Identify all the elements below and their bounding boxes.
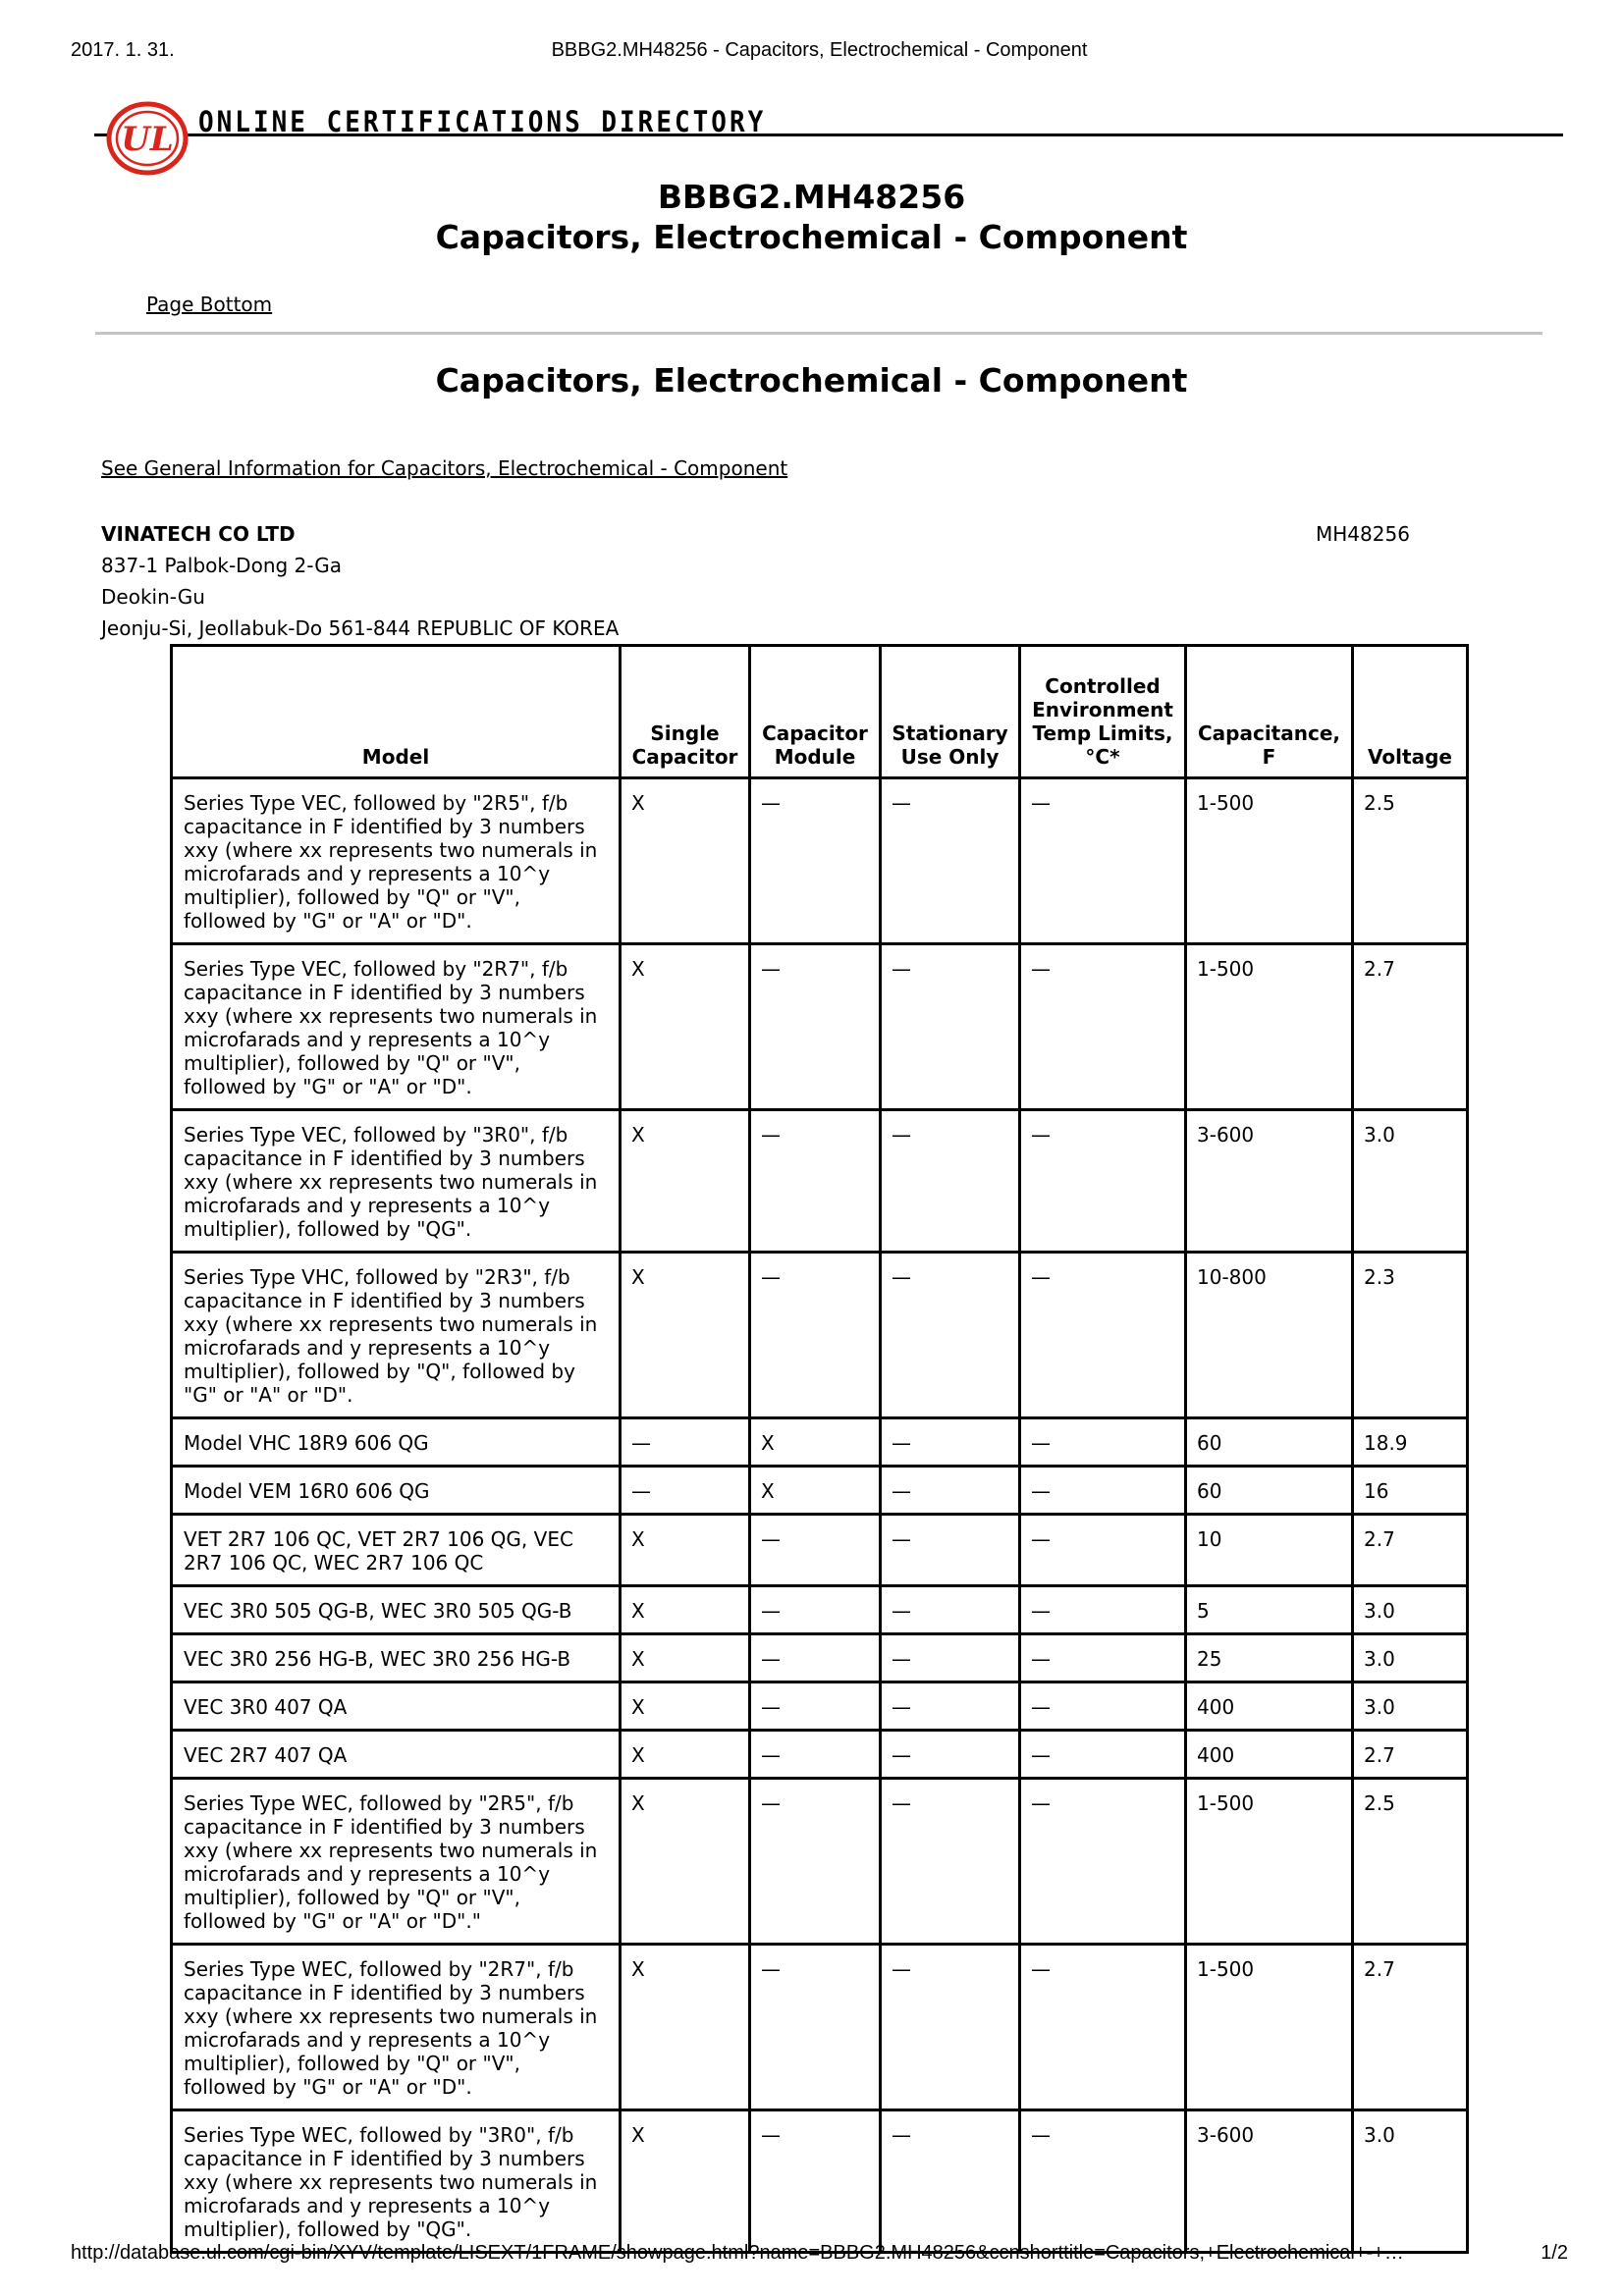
cell-temp-limits: — bbox=[1020, 1253, 1186, 1418]
section-divider bbox=[95, 332, 1542, 335]
table-body bbox=[172, 778, 1468, 2253]
print-url: http://database.ul.com/cgi-bin/XYV/template/LISEXT/1FRAME/showpage.html?name=BBBG2.MH48256&ccnshorttitle=Capacitors,+Electrochemical+-+… bbox=[71, 2242, 1404, 2264]
cell-capacitance: 1-500 bbox=[1186, 1945, 1353, 2110]
cell-voltage: 3.0 bbox=[1353, 1110, 1468, 1253]
page-title-category: Capacitors, Electrochemical - Component bbox=[435, 218, 1188, 256]
cell-capacitance: 25 bbox=[1186, 1634, 1353, 1682]
cell-temp-limits: — bbox=[1020, 1945, 1186, 2110]
cell-capacitor-module: — bbox=[750, 1110, 881, 1253]
table-row bbox=[172, 1253, 1468, 1418]
cell-model: VEC 3R0 256 HG-B, WEC 3R0 256 HG-B bbox=[172, 1634, 621, 1682]
column-header-capacitance: Capacitance, F bbox=[1186, 646, 1353, 778]
cell-capacitor-module: — bbox=[750, 1253, 881, 1418]
print-header bbox=[71, 39, 1568, 69]
cell-stationary-use: — bbox=[881, 2110, 1020, 2253]
cell-capacitor-module: — bbox=[750, 1682, 881, 1731]
cell-voltage: 3.0 bbox=[1353, 2110, 1468, 2253]
cell-voltage: 3.0 bbox=[1353, 1634, 1468, 1682]
column-header-model: Model bbox=[172, 646, 621, 778]
cell-single-capacitor: X bbox=[621, 1682, 750, 1731]
certification-table bbox=[170, 644, 1469, 2254]
cell-stationary-use: — bbox=[881, 1110, 1020, 1253]
table-row bbox=[172, 1467, 1468, 1515]
cell-stationary-use: — bbox=[881, 1586, 1020, 1634]
cell-single-capacitor: X bbox=[621, 1731, 750, 1779]
page-title bbox=[0, 177, 1623, 257]
company-address-line-3: Jeonju-Si, Jeollabuk-Do 561-844 REPUBLIC OF KOREA bbox=[101, 616, 620, 640]
cell-capacitor-module: — bbox=[750, 1779, 881, 1945]
cell-voltage: 2.7 bbox=[1353, 1945, 1468, 2110]
cell-model: Series Type WEC, followed by "3R0", f/b capacitance in F identified by 3 numbers xxy (where xx represents two numerals in microfarads and y represents a 10^y multiplier), followed by "QG". bbox=[172, 2110, 621, 2253]
cell-model: VEC 2R7 407 QA bbox=[172, 1731, 621, 1779]
table-row bbox=[172, 1110, 1468, 1253]
cell-capacitance: 10-800 bbox=[1186, 1253, 1353, 1418]
cell-temp-limits: — bbox=[1020, 1779, 1186, 1945]
cell-temp-limits: — bbox=[1020, 1418, 1186, 1467]
cell-capacitor-module: — bbox=[750, 1945, 881, 2110]
page-bottom-link[interactable]: Page Bottom bbox=[146, 293, 273, 316]
company-block bbox=[101, 518, 619, 644]
cell-temp-limits: — bbox=[1020, 1586, 1186, 1634]
cell-voltage: 2.5 bbox=[1353, 778, 1468, 944]
cell-single-capacitor: X bbox=[621, 2110, 750, 2253]
table-row bbox=[172, 778, 1468, 944]
cell-single-capacitor: X bbox=[621, 1586, 750, 1634]
cell-temp-limits: — bbox=[1020, 1467, 1186, 1515]
cell-capacitance: 60 bbox=[1186, 1418, 1353, 1467]
company-address-line-1: 837-1 Palbok-Dong 2-Ga bbox=[101, 554, 342, 577]
svg-text:UL: UL bbox=[121, 120, 174, 159]
cell-stationary-use: — bbox=[881, 1779, 1020, 1945]
cell-temp-limits: — bbox=[1020, 1515, 1186, 1586]
table-row bbox=[172, 1945, 1468, 2110]
cell-voltage: 16 bbox=[1353, 1467, 1468, 1515]
cell-capacitance: 1-500 bbox=[1186, 1779, 1353, 1945]
print-date: 2017. 1. 31. bbox=[71, 39, 175, 61]
cell-stationary-use: — bbox=[881, 778, 1020, 944]
cell-capacitance: 3-600 bbox=[1186, 1110, 1353, 1253]
general-information-link[interactable]: See General Information for Capacitors, Electrochemical - Component bbox=[101, 456, 788, 480]
cell-model: Series Type VEC, followed by "2R7", f/b capacitance in F identified by 3 numbers xxy (where xx represents two numerals in microfarads and y represents a 10^y multiplier), followed by "Q" or "V", followed by "G" or "A" or "D". bbox=[172, 944, 621, 1110]
column-header-single-capacitor: Single Capacitor bbox=[621, 646, 750, 778]
cell-model: Series Type VHC, followed by "2R3", f/b capacitance in F identified by 3 numbers xxy (where xx represents two numerals in microfarads and y represents a 10^y multiplier), followed by "Q", followed by "G" or "A" or "D". bbox=[172, 1253, 621, 1418]
cell-model: VEC 3R0 407 QA bbox=[172, 1682, 621, 1731]
cell-capacitance: 400 bbox=[1186, 1682, 1353, 1731]
cell-capacitor-module: — bbox=[750, 2110, 881, 2253]
cell-temp-limits: — bbox=[1020, 1731, 1186, 1779]
table-row bbox=[172, 1731, 1468, 1779]
cell-model: VEC 3R0 505 QG-B, WEC 3R0 505 QG-B bbox=[172, 1586, 621, 1634]
print-page-number: 1/2 bbox=[1541, 2242, 1568, 2264]
cell-model: Series Type VEC, followed by "3R0", f/b capacitance in F identified by 3 numbers xxy (where xx represents two numerals in microfarads and y represents a 10^y multiplier), followed by "QG". bbox=[172, 1110, 621, 1253]
cell-stationary-use: — bbox=[881, 1253, 1020, 1418]
table-row bbox=[172, 1682, 1468, 1731]
column-header-capacitor-module: Capacitor Module bbox=[750, 646, 881, 778]
cell-capacitor-module: — bbox=[750, 1586, 881, 1634]
table-row bbox=[172, 1515, 1468, 1586]
cell-temp-limits: — bbox=[1020, 944, 1186, 1110]
file-number: MH48256 bbox=[1316, 522, 1410, 546]
cell-model: Series Type VEC, followed by "2R5", f/b capacitance in F identified by 3 numbers xxy (where xx represents two numerals in microfarads and y represents a 10^y multiplier), followed by "Q" or "V", followed by "G" or "A" or "D". bbox=[172, 778, 621, 944]
cell-model: Model VHC 18R9 606 QG bbox=[172, 1418, 621, 1467]
cell-single-capacitor: — bbox=[621, 1418, 750, 1467]
cell-stationary-use: — bbox=[881, 1467, 1020, 1515]
cell-voltage: 2.7 bbox=[1353, 1515, 1468, 1586]
table-header-row bbox=[172, 646, 1468, 778]
table-row bbox=[172, 1418, 1468, 1467]
cell-stationary-use: — bbox=[881, 1418, 1020, 1467]
directory-banner bbox=[94, 98, 1563, 177]
cell-voltage: 3.0 bbox=[1353, 1682, 1468, 1731]
table-row bbox=[172, 944, 1468, 1110]
print-footer bbox=[71, 2242, 1568, 2271]
cell-temp-limits: — bbox=[1020, 1110, 1186, 1253]
column-header-stationary-use: Stationary Use Only bbox=[881, 646, 1020, 778]
cell-capacitance: 60 bbox=[1186, 1467, 1353, 1515]
cell-capacitance: 1-500 bbox=[1186, 944, 1353, 1110]
section-title: Capacitors, Electrochemical - Component bbox=[435, 361, 1188, 400]
cell-stationary-use: — bbox=[881, 1634, 1020, 1682]
cell-single-capacitor: X bbox=[621, 944, 750, 1110]
cell-capacitor-module: — bbox=[750, 1515, 881, 1586]
cell-single-capacitor: — bbox=[621, 1467, 750, 1515]
page-title-code: BBBG2.MH48256 bbox=[657, 178, 966, 216]
cell-temp-limits: — bbox=[1020, 2110, 1186, 2253]
cell-capacitance: 5 bbox=[1186, 1586, 1353, 1634]
cell-single-capacitor: X bbox=[621, 1945, 750, 2110]
cell-single-capacitor: X bbox=[621, 1515, 750, 1586]
ul-logo-icon bbox=[106, 101, 189, 176]
cell-model: VET 2R7 106 QC, VET 2R7 106 QG, VEC 2R7 106 QC, WEC 2R7 106 QC bbox=[172, 1515, 621, 1586]
cell-capacitor-module: X bbox=[750, 1467, 881, 1515]
cell-voltage: 2.3 bbox=[1353, 1253, 1468, 1418]
cell-stationary-use: — bbox=[881, 1945, 1020, 2110]
cell-capacitance: 400 bbox=[1186, 1731, 1353, 1779]
table-row bbox=[172, 1586, 1468, 1634]
directory-title: ONLINE CERTIFICATIONS DIRECTORY bbox=[198, 106, 767, 139]
company-address-line-2: Deokin-Gu bbox=[101, 585, 205, 609]
table-row bbox=[172, 1634, 1468, 1682]
cell-voltage: 2.7 bbox=[1353, 1731, 1468, 1779]
cell-capacitor-module: X bbox=[750, 1418, 881, 1467]
cell-temp-limits: — bbox=[1020, 778, 1186, 944]
cell-capacitance: 3-600 bbox=[1186, 2110, 1353, 2253]
cell-capacitor-module: — bbox=[750, 1634, 881, 1682]
cell-single-capacitor: X bbox=[621, 1110, 750, 1253]
company-name: VINATECH CO LTD bbox=[101, 522, 296, 546]
cell-voltage: 3.0 bbox=[1353, 1586, 1468, 1634]
table-row bbox=[172, 1779, 1468, 1945]
cell-stationary-use: — bbox=[881, 1682, 1020, 1731]
cell-model: Series Type WEC, followed by "2R7", f/b capacitance in F identified by 3 numbers xxy (where xx represents two numerals in microfarads and y represents a 10^y multiplier), followed by "Q" or "V", followed by "G" or "A" or "D". bbox=[172, 1945, 621, 2110]
cell-temp-limits: — bbox=[1020, 1682, 1186, 1731]
cell-capacitance: 1-500 bbox=[1186, 778, 1353, 944]
cell-stationary-use: — bbox=[881, 944, 1020, 1110]
cell-stationary-use: — bbox=[881, 1731, 1020, 1779]
cell-single-capacitor: X bbox=[621, 778, 750, 944]
cell-capacitance: 10 bbox=[1186, 1515, 1353, 1586]
cell-temp-limits: — bbox=[1020, 1634, 1186, 1682]
cell-single-capacitor: X bbox=[621, 1779, 750, 1945]
column-header-temp-limits: Controlled Environment Temp Limits, °C* bbox=[1020, 646, 1186, 778]
cell-voltage: 2.7 bbox=[1353, 944, 1468, 1110]
table-row bbox=[172, 2110, 1468, 2253]
print-page-title: BBBG2.MH48256 - Capacitors, Electrochemical - Component bbox=[551, 39, 1088, 61]
cell-voltage: 18.9 bbox=[1353, 1418, 1468, 1467]
cell-model: Series Type WEC, followed by "2R5", f/b capacitance in F identified by 3 numbers xxy (where xx represents two numerals in microfarads and y represents a 10^y multiplier), followed by "Q" or "V", followed by "G" or "A" or "D"." bbox=[172, 1779, 621, 1945]
cell-capacitor-module: — bbox=[750, 944, 881, 1110]
cell-voltage: 2.5 bbox=[1353, 1779, 1468, 1945]
cell-single-capacitor: X bbox=[621, 1634, 750, 1682]
column-header-voltage: Voltage bbox=[1353, 646, 1468, 778]
cell-capacitor-module: — bbox=[750, 1731, 881, 1779]
cell-capacitor-module: — bbox=[750, 778, 881, 944]
cell-model: Model VEM 16R0 606 QG bbox=[172, 1467, 621, 1515]
cell-single-capacitor: X bbox=[621, 1253, 750, 1418]
cell-stationary-use: — bbox=[881, 1515, 1020, 1586]
